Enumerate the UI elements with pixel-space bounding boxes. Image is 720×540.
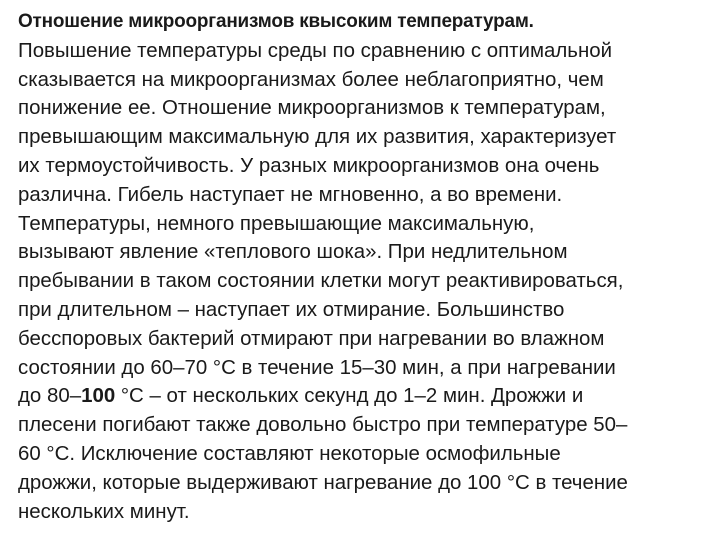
text-line: Температуры, немного превышающие максимальную, <box>18 211 535 235</box>
text-line: различна. Гибель наступает не мгновенно, а во времени. <box>18 182 563 206</box>
text-line: сказывается на микроорганизмах более неблагоприятно, чем <box>18 67 604 91</box>
text-line: вызывают явление «теплового шока». При недлительном <box>18 240 568 264</box>
text-segment: °С – от нескольких секунд до 1–2 мин. Дрожжи и <box>115 384 584 408</box>
text-line-mixed <box>18 382 706 411</box>
text-line: пребывании в таком состоянии клетки могут реактивироваться, <box>18 269 624 293</box>
text-line: понижение ее. Отношение микроорганизмов к температурам, <box>18 96 606 120</box>
text-line: 60 °С. Исключение составляют некоторые осмофильные <box>18 441 561 465</box>
text-line: состоянии до 60–70 °С в течение 15–30 мин, а при нагревании <box>18 355 616 379</box>
text-line: нескольких минут. <box>18 499 190 523</box>
text-block <box>18 8 708 526</box>
text-line: плесени погибают также довольно быстро при температуре 50– <box>18 413 628 437</box>
text-line: Повышение температуры среды по сравнению с оптимальной <box>18 38 613 62</box>
bold-number: 100 <box>81 384 116 408</box>
text-segment: до 80– <box>18 384 82 408</box>
text-line: при длительном – наступает их отмирание. Большинство <box>18 297 565 321</box>
text-line: превышающим максимальную для их развития, характеризует <box>18 125 617 149</box>
text-line: бесспоровых бактерий отмирают при нагревании во влажном <box>18 326 605 350</box>
section-title: Отношение микроорганизмов квысоким температурам. <box>18 11 534 32</box>
text-line: их термоустойчивость. У разных микроорганизмов она очень <box>18 153 600 177</box>
text-line: дрожжи, которые выдерживают нагревание до 100 °С в течение <box>18 470 628 494</box>
